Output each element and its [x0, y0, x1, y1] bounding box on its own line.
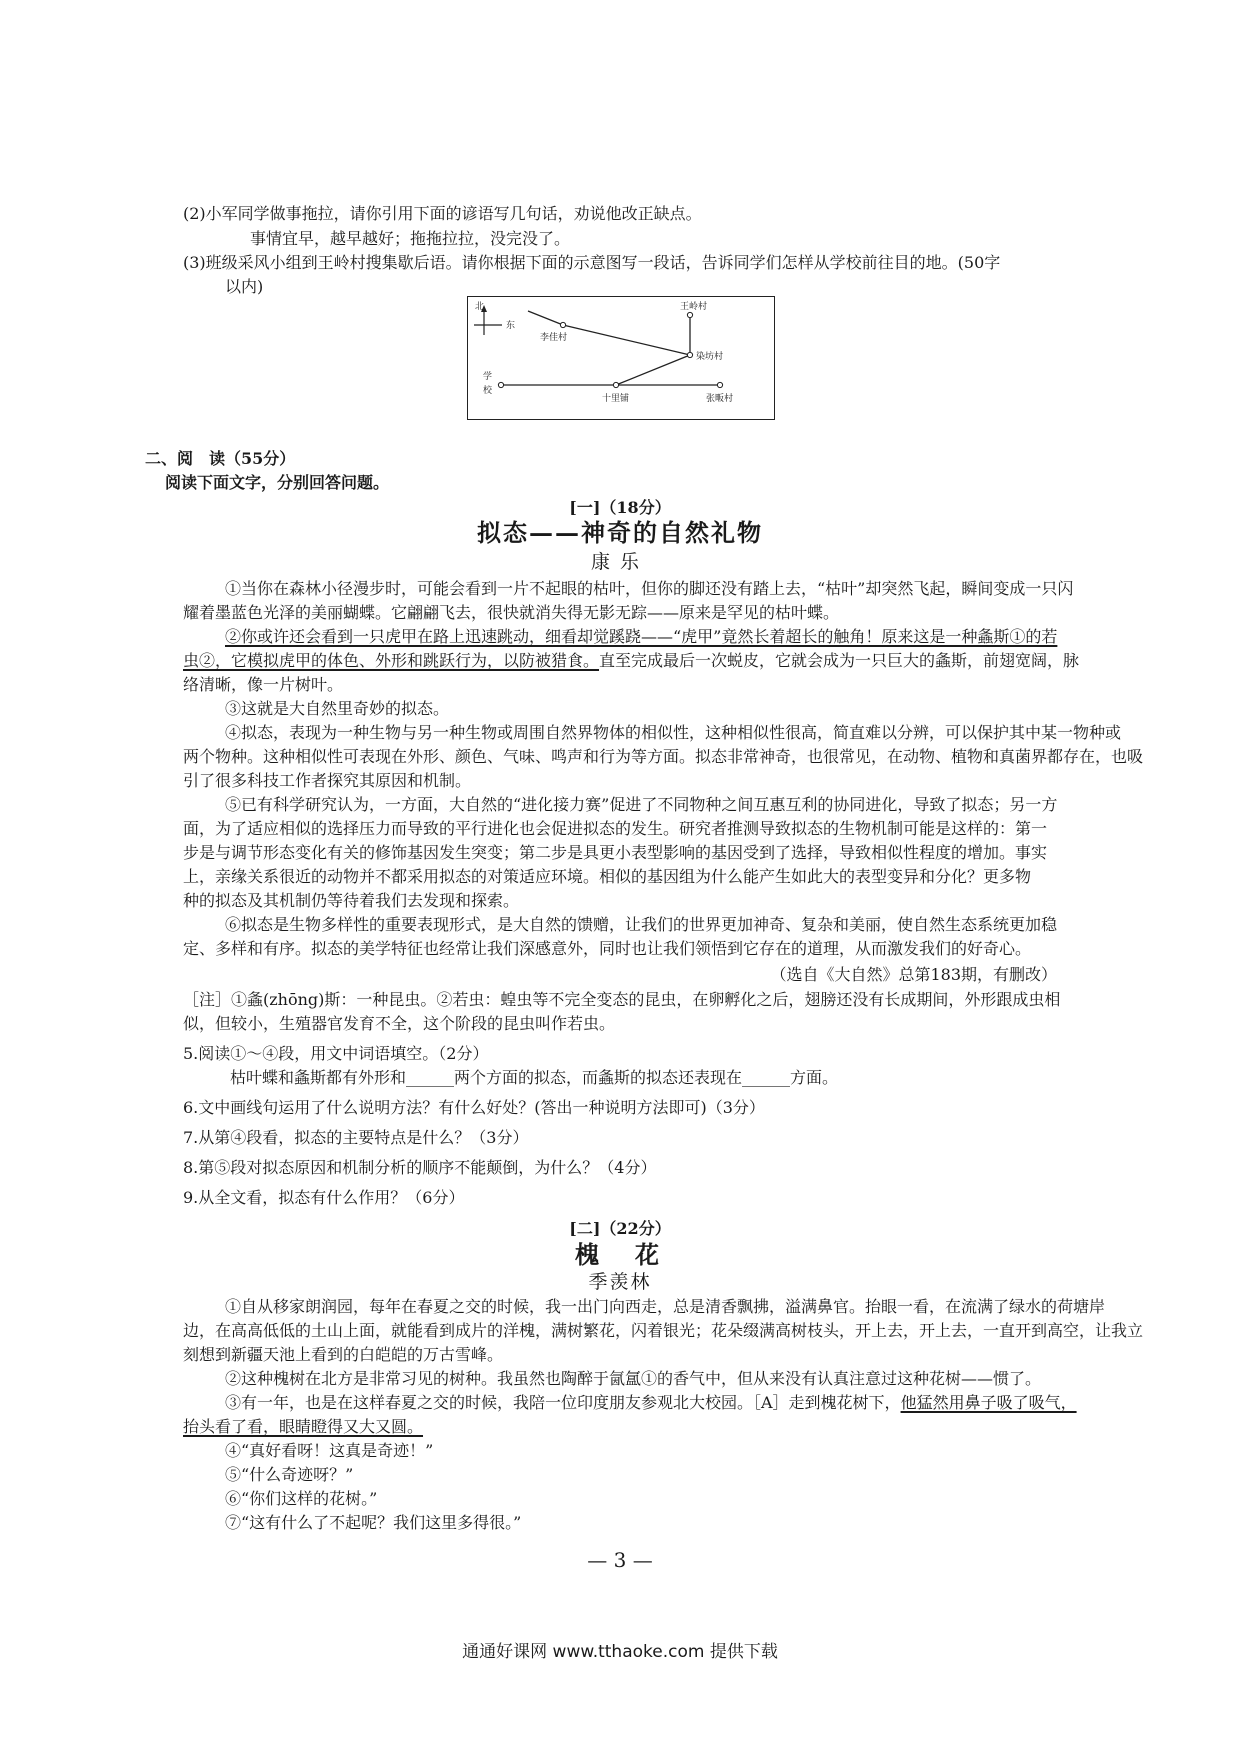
text1-p5-line2: 面，为了适应相似的选择压力而导致的平行进化也会促进拟态的发生。研究者推测导致拟态的生物机制可能是这样的：第一	[183, 819, 1048, 838]
text1-title: 拟态——神奇的自然礼物	[477, 518, 763, 547]
label-ranfangcun: 染坊村	[696, 352, 724, 362]
label-zhangqiaocun: 张畈村	[706, 394, 734, 404]
node-zhangfancun	[717, 382, 722, 387]
label-lijiacun: 李佳村	[540, 333, 568, 343]
q2-line1: (2)小军同学做事拖拉，请你引用下面的谚语写几句话，劝说他改正缺点。	[183, 204, 702, 223]
q3-line2: 以内)	[225, 277, 264, 296]
text2-p1-line1: ①自从移家朗润园，每年在春夏之交的时候，我一出门向西走，总是清香飘拂，溢满鼻官。抬眼一看，在流满了绿水的荷塘岸	[225, 1297, 1106, 1316]
text1-p1-line2: 耀着墨蓝色光泽的美丽蝴蝶。它翩翩飞去，很快就消失得无影无踪——原来是罕见的枯叶蝶。	[183, 603, 840, 622]
question-5: 5.阅读①～④段，用文中词语填空。（2分）	[183, 1044, 489, 1063]
text1-p2-line3: 络清晰，像一片树叶。	[183, 675, 344, 694]
text1-p4-line2: 两个物种。这种相似性可表现在外形、颜色、气味、鸣声和行为等方面。拟态非常神奇，也很常见，在动物、植物和真菌界都存在，也吸	[183, 747, 1144, 766]
text2-p4: ④“真好看呀！这真是奇迹！”	[225, 1441, 434, 1460]
text1-author: 康乐	[590, 551, 649, 573]
node-lijiacun	[560, 322, 565, 327]
question-6: 6.文中画线句运用了什么说明方法？有什么好处？(答出一种说明方法即可)（3分）	[183, 1098, 765, 1117]
text1-p5-line3: 步是与调节形态变化有关的修饰基因发生突变；第二步是具更小表型影响的基因受到了选择，导致相似性程度的增加。事实	[183, 843, 1048, 862]
route-diagram-svg	[468, 297, 774, 419]
text1-source: （选自《大自然》总第183期，有删改）	[770, 965, 1057, 984]
label-school-2: 校	[483, 386, 493, 396]
page-number: — 3 —	[587, 1548, 653, 1572]
text2-p2: ②这种槐树在北方是非常习见的树种。我虽然也陶醉于氤氲①的香气中，但从来没有认真注意过这种花树——惯了。	[225, 1369, 1042, 1388]
question-7: 7.从第④段看，拟态的主要特点是什么？（3分）	[183, 1128, 529, 1147]
text2-underlined-b: 抬头看了看，眼睛瞪得又大又圆。	[183, 1417, 424, 1436]
compass-east-label: 东	[506, 321, 516, 331]
text2-p1-line2: 边，在高高低低的土山上面，就能看到成片的洋槐，满树繁花，闪着银光；花朵缀满高树枝头，开上去，开上去，一直开到高空，让我立	[183, 1321, 1144, 1340]
text2-p3-line1	[225, 1392, 1077, 1414]
text1-p5-line5: 种的拟态及其机制仍等待着我们去发现和探索。	[183, 891, 520, 910]
text2-p5: ⑤“什么奇迹呀？”	[225, 1465, 354, 1484]
text1-p5-line1: ⑤已有科学研究认为，一方面，大自然的“进化接力赛”促进了不同物种之间互惠互利的协同进化，导致了拟态；另一方	[225, 795, 1058, 814]
text2-title: 槐 花	[575, 1240, 665, 1269]
text1-p6-line2: 定、多样和有序。拟态的美学特征也经常让我们深感意外，同时也让我们领悟到它存在的道理，从而激发我们的好奇心。	[183, 939, 1032, 958]
text1-p2-line2-rest: 直至完成最后一次蜕皮，它就会成为一只巨大的螽斯，前翅宽阔，脉	[599, 651, 1080, 670]
question-5-blank: 枯叶蝶和螽斯都有外形和______两个方面的拟态，而螽斯的拟态还表现在______方面。	[230, 1068, 839, 1087]
section2-instruction: 阅读下面文字，分别回答问题。	[165, 473, 390, 492]
text2-tag: [二]（22分）	[569, 1219, 671, 1238]
text1-tag: [一]（18分）	[569, 498, 671, 517]
text1-p4-line3: 引了很多科技工作者探究其原因和机制。	[183, 771, 472, 790]
text2-p3-line1-text: ③有一年，也是在这样春夏之交的时候，我陪一位印度朋友参观北大校园。［A］走到槐花树下，	[225, 1393, 901, 1412]
text1-p6-line1: ⑥拟态是生物多样性的重要表现形式，是大自然的馈赠，让我们的世界更加神奇、复杂和美丽，使自然生态系统更加稳	[225, 915, 1058, 934]
text2-underlined-a: 他猛然用鼻子吸了吸气，	[900, 1393, 1077, 1412]
text1-p5-line4: 上，亲缘关系很近的动物并不都采用拟态的对策适应环境。相似的基因组为什么能产生如此大的表型变异和分化？更多物	[183, 867, 1032, 886]
text1-p1-line1: ①当你在森林小径漫步时，可能会看到一片不起眼的枯叶，但你的脚还没有踏上去，“枯叶”却突然飞起，瞬间变成一只闪	[225, 579, 1074, 598]
text1-p2-line1: ②你或许还会看到一只虎甲在路上迅速跳动，细看却觉蹊跷——“虎甲”竟然长着超长的触角！原来这是一种螽斯①的若	[225, 627, 1058, 646]
route-diagram	[467, 296, 775, 420]
text1-note-line2: 似，但较小，生殖器官发育不全，这个阶段的昆虫叫作若虫。	[183, 1014, 616, 1033]
text1-note-line1: ［注］①螽(zhōng)斯：一种昆虫。②若虫：蝗虫等不完全变态的昆虫，在卵孵化之后，翅膀还没有长成期间，外形跟成虫相	[183, 990, 1061, 1009]
node-wanglingcun	[687, 312, 692, 317]
q3-line1: (3)班级采风小组到王岭村搜集歇后语。请你根据下面的示意图写一段话，告诉同学们怎样从学校前往目的地。(50字	[183, 253, 1001, 272]
underlined-sentence: 虫②，它模拟虎甲的体色、外形和跳跃行为，以防被猎食。	[183, 651, 600, 670]
question-8: 8.第⑤段对拟态原因和机制分析的顺序不能颠倒，为什么？（4分）	[183, 1158, 657, 1177]
question-9: 9.从全文看，拟态有什么作用？（6分）	[183, 1188, 465, 1207]
text2-p6: ⑥“你们这样的花树。”	[225, 1489, 378, 1508]
node-shilipu	[613, 382, 618, 387]
road-ranfang-shilipu	[616, 355, 690, 385]
label-wanglingcun: 王岭村	[680, 302, 708, 312]
compass-north-label: 北	[475, 302, 485, 312]
text2-author: 季羡林	[588, 1271, 652, 1293]
section2-heading: 二、阅 读（55分）	[145, 449, 296, 468]
label-shilipu: 十里铺	[602, 394, 630, 404]
label-school-1: 学	[483, 372, 493, 382]
text1-p2-line2	[183, 650, 1079, 672]
footer-credit: 通通好课网 www.tthaoke.com 提供下载	[462, 1642, 778, 1662]
text2-p1-line3: 刻想到新疆天池上看到的白皑皑的万古雪峰。	[183, 1345, 504, 1364]
node-school	[498, 382, 503, 387]
text1-p4-line1: ④拟态，表现为一种生物与另一种生物或周围自然界物体的相似性，这种相似性很高，简直难以分辨，可以保护其中某一物种或	[225, 723, 1122, 742]
node-ranfangcun	[687, 352, 692, 357]
text1-p3: ③这就是大自然里奇妙的拟态。	[225, 699, 450, 718]
text2-p7: ⑦“这有什么了不起呢？我们这里多得很。”	[225, 1513, 522, 1532]
q2-proverb: 事情宜早，越早越好；拖拖拉拉，没完没了。	[250, 229, 571, 248]
